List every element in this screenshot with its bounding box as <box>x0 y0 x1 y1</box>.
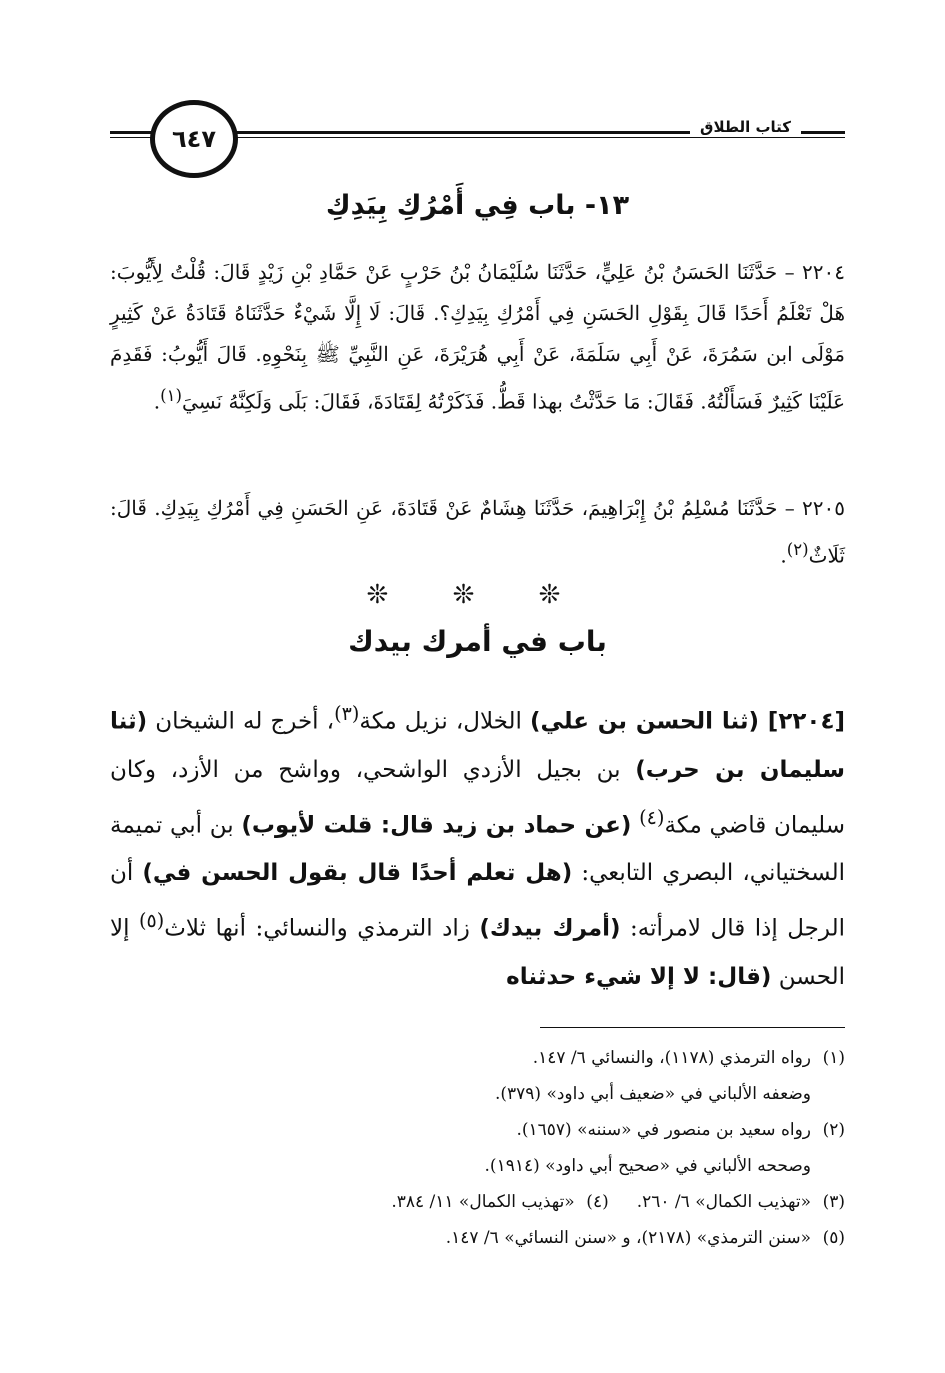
hadith-2204 <box>110 252 845 423</box>
section-separator: ❊ ❊ ❊ <box>366 580 589 610</box>
hadith-text: ٢٢٠٤ – حَدَّثَنَا الحَسَنُ بْنُ عَلِيٍّ، حَدَّثَنَا سُلَيْمَانُ بْنُ حَرْبٍ عَنْ حَمَّادِ بْنِ زَيْدٍ قَالَ: قُلْتُ لِأَيُّوبَ: هَلْ تَعْلَمُ أَحَدًا قَالَ بِقَوْلِ الحَسَنِ فِي أَمْرُكِ بِيَدِكِ؟. قَالَ: لَا إِلَّا شَيْءٌ حَدَّثَنَاهُ قَتَادَةُ عَنْ كَثِيرٍ مَوْلَى ابن سَمُرَةَ، عَنْ أَبِي سَلَمَةَ، عَنْ أَبِي هُرَيْرَةَ، عَنِ النَّبِيِّ ﷺ بِنَحْوِهِ. قَالَ أَيُّوبُ: فَقَدِمَ عَلَيْنَا كَثِيرٌ فَسَأَلْتُهُ. فَقَالَ: مَا حَدَّثْتُ بهذا قَطُّ. فَذَكَرْتُهُ لِقَتَادَةَ، فَقَالَ: بَلَى وَلَكِنَّهُ نَسِيَ <box>110 260 845 414</box>
footnote-continuation: وضعفه الألباني في «ضعيف أبي داود» (٣٧٩). <box>494 1084 811 1104</box>
footnote-item <box>110 1112 845 1148</box>
page-number: ٦٤٧ <box>150 100 238 178</box>
commentary-text: زاد الترمذي والنسائي: أنها ثلاث <box>164 915 480 942</box>
footnote-ref: (٢) <box>786 540 809 559</box>
quoted-narration: (ثنا سليمان بن حرب) <box>110 708 845 783</box>
footnote-text: «سنن الترمذي» (٢١٧٨)، و «سنن النسائي» ٦/ ١٤٧. <box>445 1228 811 1248</box>
hadith-end: . <box>153 389 161 414</box>
quoted-narration: (عن حماد بن زيد قال: قلت لأيوب) <box>241 812 632 839</box>
hadith-number: [٢٢٠٤] <box>759 708 845 735</box>
quoted-narration: (أمرك بيدك) <box>479 915 621 942</box>
footnote-text: «تهذيب الكمال» ١١/ ٣٨٤. <box>391 1192 575 1212</box>
footnote-divider <box>540 1027 845 1028</box>
footnote-number: (٤) <box>586 1192 609 1212</box>
commentary-text: أن الرجل إذا قال لامرأته: <box>110 860 845 942</box>
footnote-text: «تهذيب الكمال» ٦/ ٢٦٠. <box>636 1192 811 1212</box>
quoted-narration: (هل تعلم أحدًا قال بقول الحسن في) <box>142 860 573 887</box>
commentary-text: الخلال، نزيل مكة <box>359 708 531 735</box>
footnote-item <box>110 1220 845 1256</box>
hadith-end: . <box>780 543 787 568</box>
quoted-narration: (قال: لا إلا شيء حدثناه <box>506 963 772 990</box>
footnotes <box>110 1040 845 1256</box>
footnote-text: رواه الترمذي (١١٧٨)، والنسائي ٦/ ١٤٧. <box>532 1048 811 1068</box>
footnote-number: (١) <box>822 1048 845 1068</box>
commentary-text: بن أبي تميمة السختياني، البصري التابعي: <box>110 812 846 887</box>
footnote-ref: (١) <box>160 386 183 405</box>
footnote-number: (٥) <box>822 1228 845 1248</box>
commentary-text: بن بجيل الأزدي الواشحي، وواشح من الأزد، وكان سليمان قاضي مكة <box>110 756 846 839</box>
footnote-item <box>110 1040 845 1076</box>
running-title: كتاب الطلاق <box>690 118 801 136</box>
commentary-paragraph <box>110 690 845 1001</box>
footnote-number: (٣) <box>822 1192 845 1212</box>
section-title: باب في أمرك بيدك <box>348 625 607 658</box>
commentary-text <box>631 812 639 838</box>
footnote-ref: (٣) <box>334 702 360 725</box>
footnote-ref: (٤) <box>639 805 665 829</box>
hadith-2205 <box>110 488 845 577</box>
footnote-ref: (٥) <box>139 909 165 933</box>
footnote-continuation: وصححه الألباني في «صحيح أبي داود» (١٩١٤). <box>484 1156 811 1176</box>
commentary-text: ، أخرج له الشيخان <box>147 708 335 735</box>
footnote-number: (٢) <box>822 1120 845 1140</box>
header-rule <box>230 137 845 138</box>
chapter-title: ١٣- باب فِي أَمْرُكِ بِيَدِكِ <box>325 190 630 221</box>
page-header <box>110 98 845 172</box>
footnote-item <box>110 1184 845 1220</box>
hadith-text: ٢٢٠٥ – حَدَّثَنَا مُسْلِمُ بْنُ إِبْرَاهِيمَ، حَدَّثَنَا هِشَامٌ عَنْ قَتَادَةَ، عَنِ الحَسَنِ فِي أَمْرُكِ بِيَدِكِ. قَالَ: ثَلَاثٌ <box>110 496 845 568</box>
commentary-text: إلا الحسن <box>110 915 845 990</box>
quoted-narration: (ثنا الحسن بن علي) <box>530 708 760 735</box>
footnote-text: رواه سعيد بن منصور في «سننه» (١٦٥٧). <box>516 1120 811 1140</box>
